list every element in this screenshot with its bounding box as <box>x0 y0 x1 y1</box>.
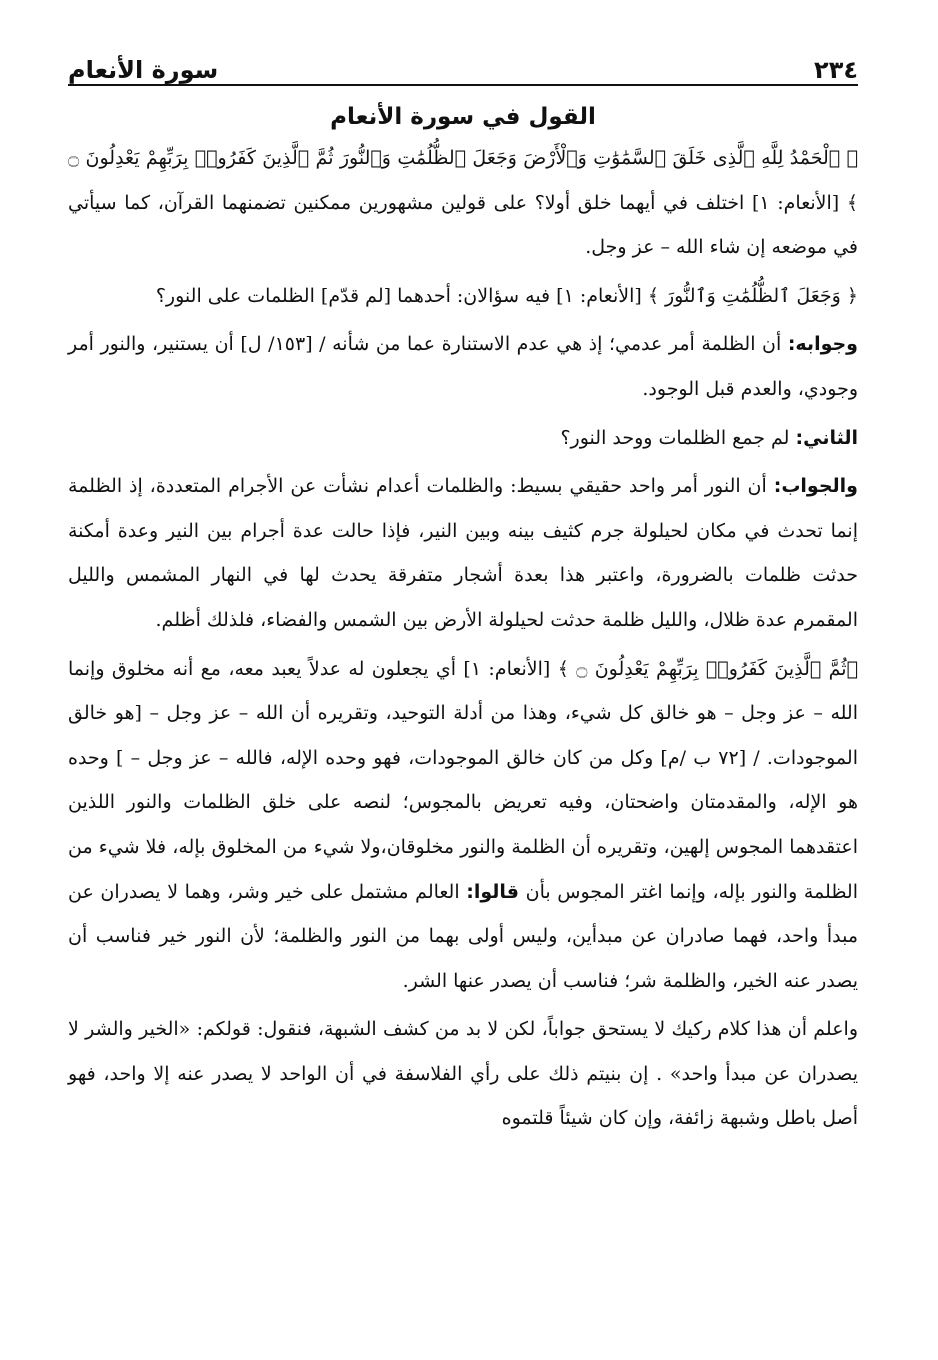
bold-inline: قالوا: <box>466 880 519 903</box>
quran-verse: ﴿ثُمَّ ٱلَّذِينَ كَفَرُوا۟ بِرَبِّهِمْ يَعْدِلُونَ ۝ ﴾ <box>557 657 858 680</box>
paragraph-text: [الأنعام: ١] أي يجعلون له عدلاً يعبد معه، مع أنه مخلوق وإنما الله – عز وجل – هو خالق كل شيء، وهذا من أدلة التوحيد، وتقريره أن الله – عز وجل – [هو خالق الموجودات. / [٧٢ ب /م] وكل من كان خالق الموجودات، فهو وحده الإله، فالله – عز وجل – ] وحده هو الإله، والمقدمتان واضحتان، وفيه تعريض بالمجوس؛ لنصه على خلق الظلمات والنور اللذين اعتقدهما المجوس إلهين، وتقريره أن الظلمة والنور مخلوقان،ولا شيء من المخلوق بإله، فلا شيء من الظلمة والنور بإله، وإنما اغتر المجوس بأن <box>68 657 858 903</box>
paragraph-text: [الأنعام: ١] اختلف في أيهما خلق أولا؟ على قولين مشهورين ممكنين تضمنهما القرآن، كما سيأتي في موضعه إن شاء الله – عز وجل. <box>68 191 858 259</box>
paragraph-text: أن الظلمة أمر عدمي؛ إذ هي عدم الاستنارة عما من شأنه / [١٥٣/ ل] أن يستنير، والنور أمر وجودي، والعدم قبل الوجود. <box>68 333 858 400</box>
paragraph-text: واعلم أن هذا كلام ركيك لا يستحق جواباً، لكن لا بد من كشف الشبهة، فنقول: قولكم: «الخير والشر لا يصدران عن مبدأ واحد» . إن بنيتم ذلك على رأي الفلاسفة في أن الواحد لا يصدر عنه إلا واحد، فهو أصل باطل وشبهة زائفة، وإن كان شيئاً قلتموه <box>68 1018 858 1130</box>
paragraph-text: لم جمع الظلمات ووحد النور؟ <box>560 426 796 449</box>
paragraph-2 <box>68 274 858 319</box>
paragraph-7 <box>68 1007 858 1141</box>
bold-lead: وجوابه: <box>787 333 858 356</box>
paragraph-text: [الأنعام: ١] فيه سؤالان: أحدهما [لم قدّم] الظلمات على النور؟ <box>155 284 648 307</box>
section-title: القول في سورة الأنعام <box>330 104 596 130</box>
paragraph-4 <box>68 416 858 461</box>
body-text <box>68 136 858 1141</box>
bold-lead: والجواب: <box>773 475 858 498</box>
surah-name: سورة الأنعام <box>68 56 219 84</box>
paragraph-text: أن النور أمر واحد حقيقي بسيط: والظلمات أعدام نشأت عن الأجرام المتعددة، إذ الظلمة إنما تحدث في مكان لحيلولة جرم كثيف بينه وبين النير، فإذا حالت عدة أجرام بين النير وعدة أمكنة حدثت ظلمات بالضرورة، واعتبر هذا بعدة أشجار متفرقة يحدث لها في النهار المشمس والليل المقمرم عدة ظلال، والليل ظلمة حدثت لحيلولة الأرض بين الشمس والفضاء، فلذلك أظلم. <box>68 475 858 631</box>
paragraph-3 <box>68 322 858 411</box>
quran-verse: ﴿ ٱلْحَمْدُ لِلَّهِ ٱلَّذِى خَلَقَ ٱلسَّمَٰوَٰتِ وَٱلْأَرْضَ وَجَعَلَ ٱلظُّلُمَٰتِ وَٱلنُّورَ ثُمَّ ٱلَّذِينَ كَفَرُوا۟ بِرَبِّهِمْ يَعْدِلُونَ ۝ ﴾ <box>68 147 858 214</box>
paragraph-1 <box>68 136 858 270</box>
book-page <box>68 38 858 1328</box>
paragraph-6 <box>68 647 858 1004</box>
paragraph-text-continued: العالم مشتمل على خير وشر، وهما لا يصدران عن مبدأ واحد، فهما صادران عن مبدأين، وليس أولى بهما من النور والظلمة؛ لأن النور خير فناسب أن يصدر عنه الخير، والظلمة شر؛ فناسب أن يصدر عنها الشر. <box>68 880 858 992</box>
paragraph-5 <box>68 464 858 642</box>
running-header <box>68 38 858 86</box>
bold-lead: الثاني: <box>795 426 858 449</box>
page-number: ٢٣٤ <box>814 56 858 84</box>
quran-verse: ﴿ وَجَعَلَ ٱلظُّلُمَٰتِ وَٱلنُّورَ ﴾ <box>647 284 858 307</box>
